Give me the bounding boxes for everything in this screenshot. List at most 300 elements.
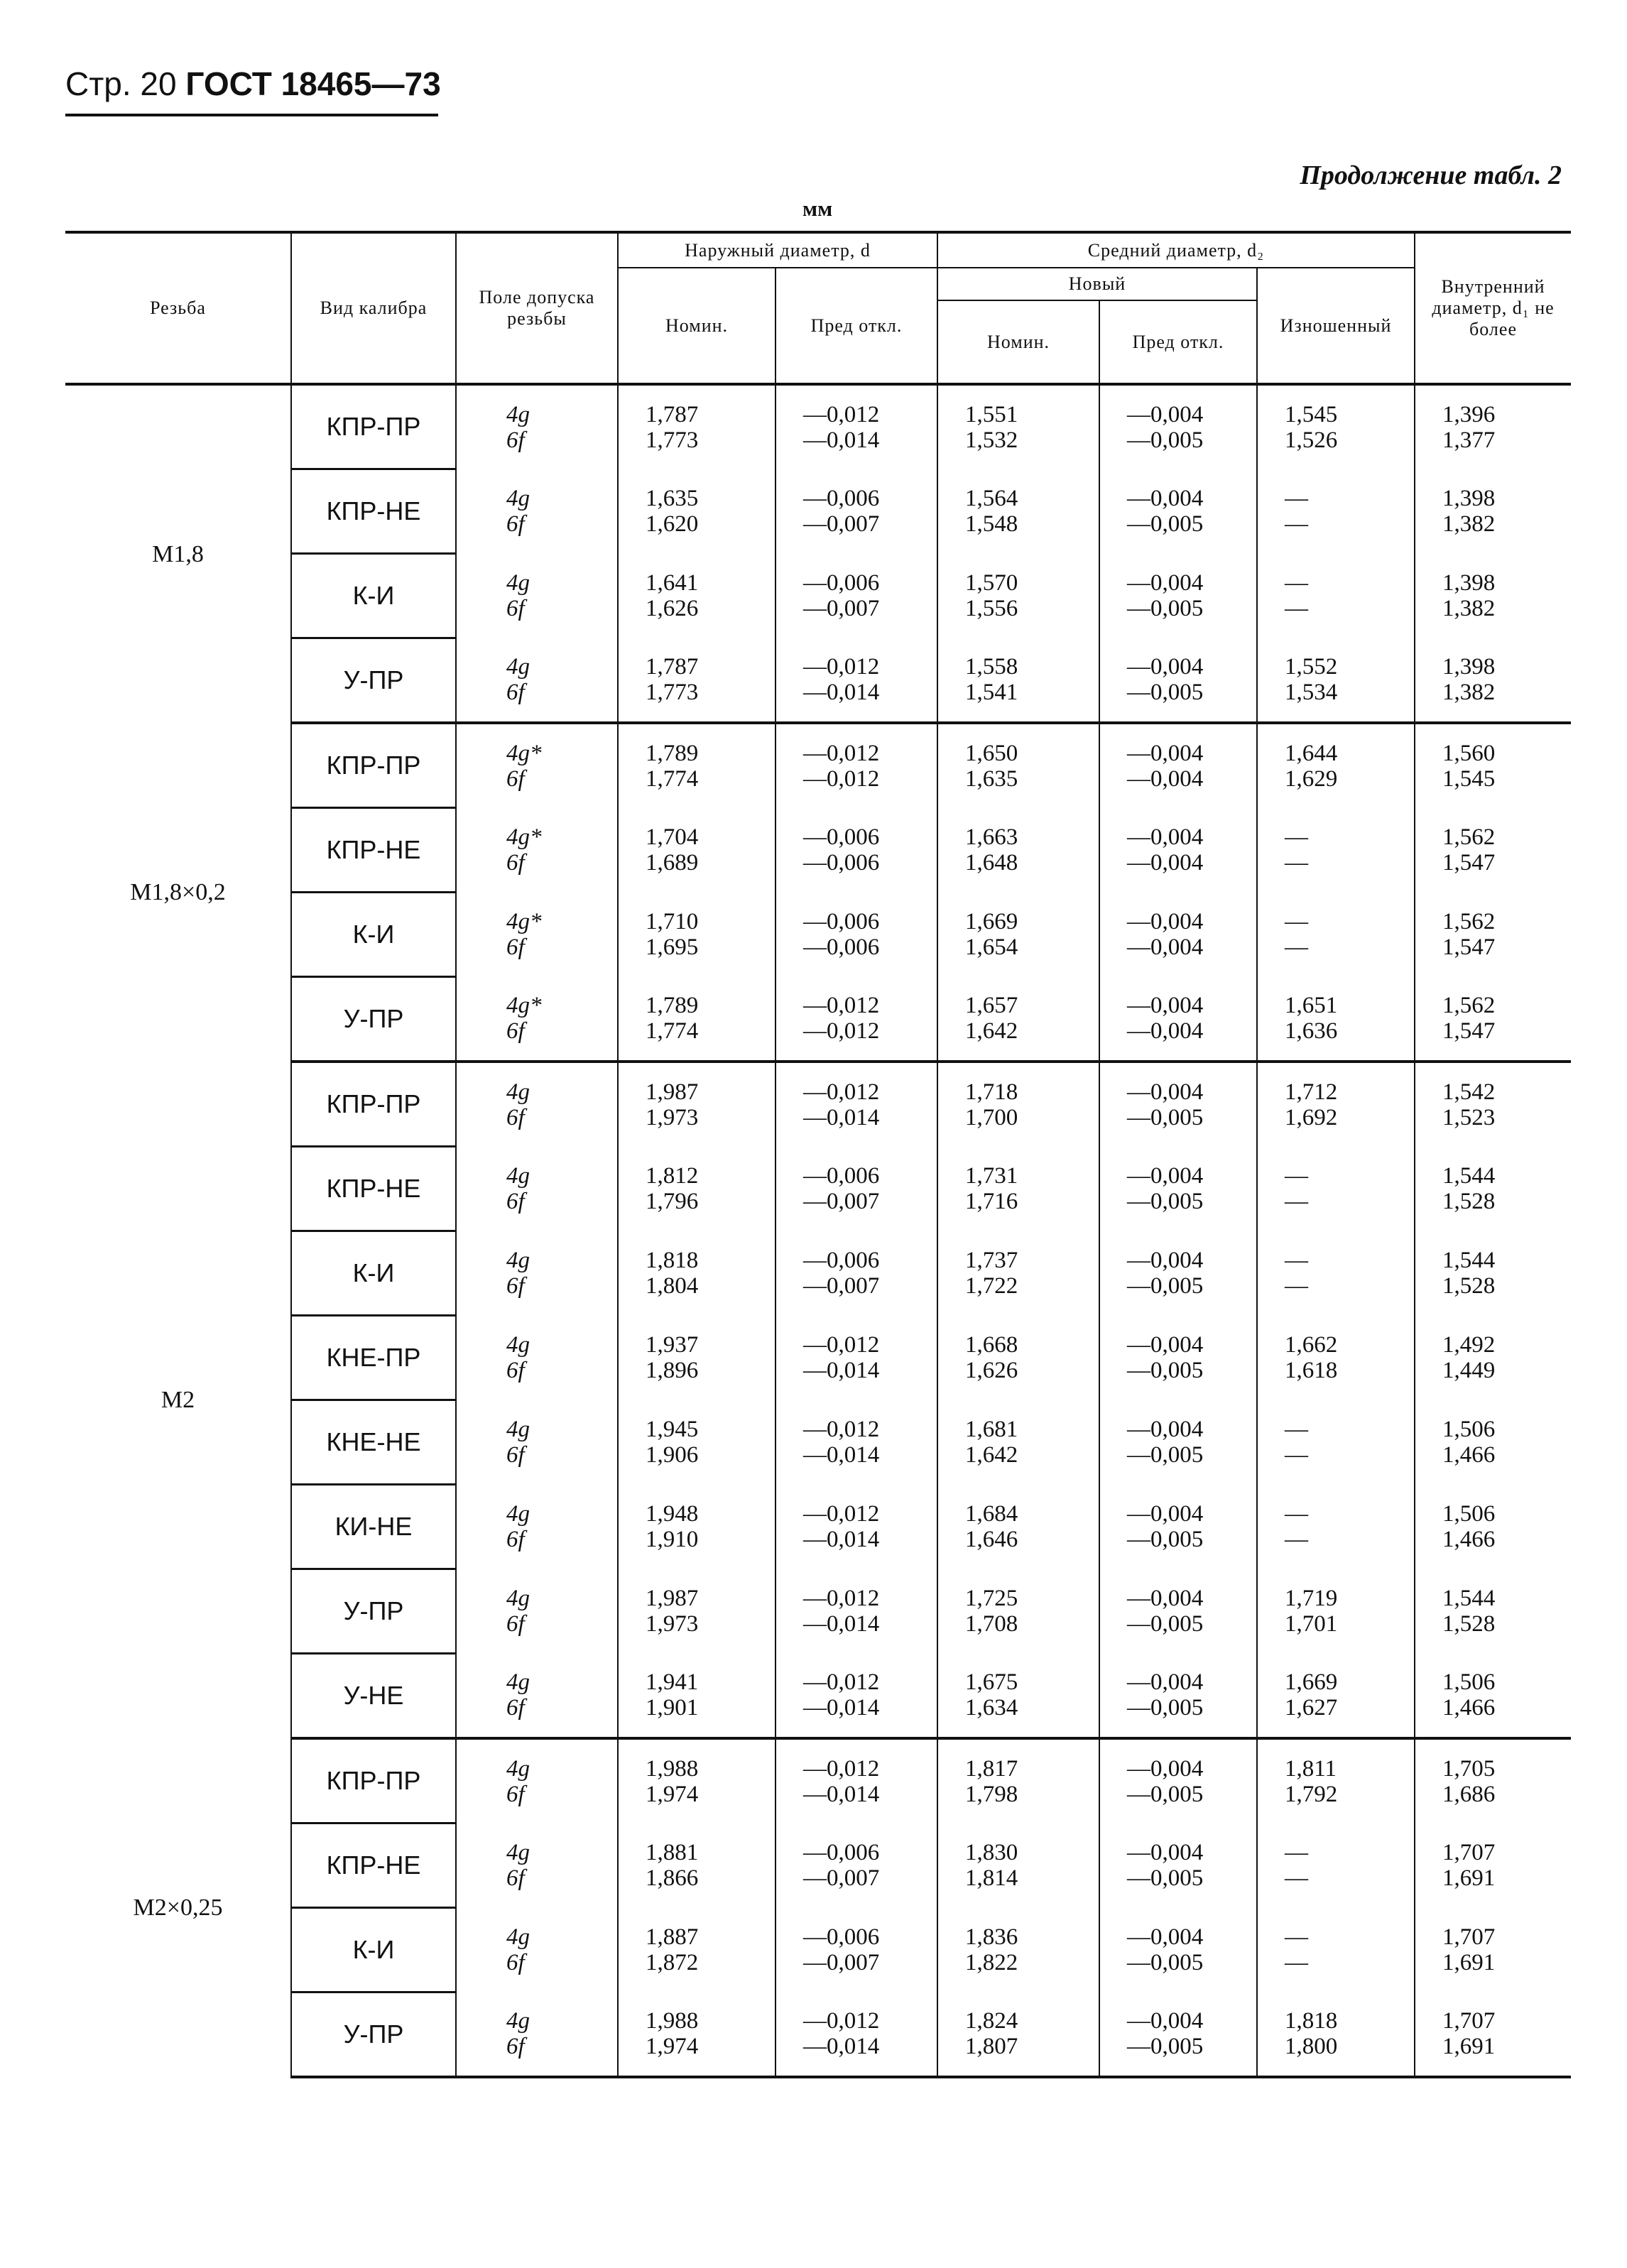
worn-value: —: [1285, 1248, 1308, 1273]
tolerance-field-value: 4g: [506, 1840, 530, 1865]
outer-deviation-value: —0,014: [803, 680, 880, 706]
worn-value: —: [1285, 511, 1308, 537]
tolerance-field-value: 4g: [506, 1079, 530, 1105]
tolerance-field-value-cell: [456, 554, 618, 638]
col-header-pitch-deviation: Пред откл.: [1099, 300, 1257, 384]
pitch-nominal-value: 1,648: [965, 850, 1018, 876]
inner-diameter-value-cell: [1415, 554, 1571, 638]
gauge-type: У-НЕ: [291, 1654, 456, 1739]
pitch-deviation-value: —0,004: [1127, 2008, 1204, 2034]
tolerance-field-value: 6f: [506, 765, 525, 792]
pitch-deviation-value: —0,004: [1127, 824, 1204, 850]
pitch-deviation-value-cell: [1099, 1738, 1257, 1823]
outer-deviation-value-cell: [776, 1147, 937, 1231]
worn-value-cell: [1257, 723, 1415, 808]
outer-nominal-value: 1,620: [646, 511, 699, 537]
pitch-nominal-value: 1,675: [965, 1669, 1018, 1696]
inner-diameter-value: 1,466: [1442, 1527, 1496, 1552]
outer-nominal-value: 1,804: [646, 1273, 699, 1299]
table-row: [65, 977, 1571, 1062]
table-row: [65, 1569, 1571, 1654]
pitch-deviation-value: —0,004: [1127, 1924, 1204, 1950]
worn-value: 1,719: [1285, 1586, 1338, 1611]
pitch-deviation-value: —0,004: [1127, 570, 1204, 596]
inner-diameter-value: 1,528: [1442, 1273, 1496, 1299]
worn-value: 1,662: [1285, 1332, 1338, 1358]
tolerance-field-value: 4g: [506, 1501, 530, 1527]
outer-deviation-value: —0,014: [803, 1781, 880, 1807]
inner-diameter-value-cell: [1415, 893, 1571, 977]
tolerance-field-value: 6f: [506, 1018, 525, 1045]
inner-diameter-value: 1,705: [1442, 1755, 1496, 1782]
inner-diameter-value-cell: [1415, 977, 1571, 1062]
pitch-deviation-value-cell: [1099, 554, 1257, 638]
table-row: [65, 1738, 1571, 1823]
outer-deviation-value: —0,007: [803, 1950, 880, 1975]
outer-deviation-value-cell: [776, 469, 937, 554]
outer-deviation-value: —0,012: [803, 401, 880, 427]
inner-diameter-value-cell: [1415, 1062, 1571, 1147]
pitch-deviation-value: —0,004: [1127, 1018, 1204, 1045]
outer-nominal-value-cell: [618, 638, 776, 724]
outer-deviation-value: —0,006: [803, 1163, 880, 1189]
thread-designation: M1,8×0,2: [130, 878, 226, 905]
tolerance-field-value: 6f: [506, 850, 525, 876]
outer-deviation-value: —0,007: [803, 1865, 880, 1891]
worn-value-cell: [1257, 1569, 1415, 1654]
pitch-deviation-value: —0,004: [1127, 1417, 1204, 1442]
gauge-type: КИ-НЕ: [291, 1485, 456, 1569]
outer-deviation-value: —0,014: [803, 1104, 880, 1130]
pitch-nominal-value: 1,722: [965, 1273, 1018, 1299]
pitch-deviation-value: —0,005: [1127, 1442, 1204, 1468]
page-header: [65, 62, 441, 116]
outer-deviation-value: —0,012: [803, 1332, 880, 1358]
pitch-deviation-value-cell: [1099, 723, 1257, 808]
outer-deviation-value: —0,012: [803, 1018, 880, 1045]
col-header-tolerance-field: Поле допуска резьбы: [456, 232, 618, 384]
table-row: [65, 554, 1571, 638]
outer-deviation-value: —0,006: [803, 1840, 880, 1865]
inner-diameter-value: 1,398: [1442, 654, 1496, 680]
worn-value: —: [1285, 1924, 1308, 1950]
pitch-deviation-value: —0,005: [1127, 427, 1204, 453]
pitch-deviation-value: —0,005: [1127, 1781, 1204, 1807]
pitch-nominal-value-cell: [937, 1654, 1099, 1739]
pitch-nominal-value: 1,668: [965, 1332, 1018, 1358]
worn-value: —: [1285, 934, 1308, 960]
tolerance-field-value-cell: [456, 1738, 618, 1823]
table-continuation-label: Продолжение табл. 2: [1300, 160, 1562, 190]
table-row: [65, 808, 1571, 893]
pitch-deviation-value-cell: [1099, 1908, 1257, 1992]
tolerance-field-value-cell: [456, 1823, 618, 1908]
tolerance-field-value: 4g: [506, 654, 530, 680]
outer-nominal-value-cell: [618, 1485, 776, 1569]
pitch-nominal-value: 1,817: [965, 1755, 1018, 1782]
pitch-nominal-value: 1,798: [965, 1781, 1018, 1807]
tolerance-field-value-cell: [456, 384, 618, 469]
outer-deviation-value: —0,014: [803, 1442, 880, 1468]
worn-value: —: [1285, 1527, 1308, 1552]
gauge-type: КНЕ-НЕ: [291, 1400, 456, 1485]
pitch-deviation-value: —0,005: [1127, 1104, 1204, 1130]
pitch-nominal-value: 1,657: [965, 993, 1018, 1019]
inner-diameter-value: 1,544: [1442, 1163, 1496, 1189]
pitch-deviation-value: —0,004: [1127, 934, 1204, 960]
inner-diameter-value: 1,396: [1442, 401, 1496, 427]
outer-nominal-value-cell: [618, 977, 776, 1062]
tolerance-field-value: 6f: [506, 934, 525, 960]
gauge-type: У-ПР: [291, 1569, 456, 1654]
worn-value-cell: [1257, 638, 1415, 724]
tolerance-field-value-cell: [456, 469, 618, 554]
outer-deviation-value-cell: [776, 384, 937, 469]
inner-diameter-value: 1,691: [1442, 2034, 1496, 2060]
pitch-deviation-value: —0,004: [1127, 993, 1204, 1019]
inner-diameter-value-cell: [1415, 1823, 1571, 1908]
pitch-deviation-value-cell: [1099, 1231, 1257, 1316]
outer-deviation-value: —0,012: [803, 2008, 880, 2034]
outer-nominal-value: 1,973: [646, 1611, 699, 1637]
worn-value: —: [1285, 1163, 1308, 1189]
worn-value: —: [1285, 1273, 1308, 1299]
pitch-nominal-value: 1,708: [965, 1611, 1018, 1637]
pitch-nominal-value-cell: [937, 1062, 1099, 1147]
tolerance-field-value: 4g: [506, 1163, 530, 1189]
inner-diameter-value-cell: [1415, 1654, 1571, 1739]
worn-value: 1,651: [1285, 993, 1338, 1019]
pitch-deviation-value: —0,004: [1127, 1669, 1204, 1696]
worn-value-cell: [1257, 1062, 1415, 1147]
table-row: [65, 1823, 1571, 1908]
pitch-deviation-value-cell: [1099, 1654, 1257, 1739]
tolerance-field-value: 6f: [506, 1104, 525, 1130]
outer-nominal-value-cell: [618, 1654, 776, 1739]
tolerance-field-value: 4g*: [506, 824, 542, 850]
tolerance-field-value: 6f: [506, 1358, 525, 1383]
pitch-nominal-value-cell: [937, 1316, 1099, 1400]
tolerance-field-value: 4g: [506, 1417, 530, 1442]
outer-nominal-value: 1,896: [646, 1358, 699, 1383]
table-row: [65, 1400, 1571, 1485]
worn-value-cell: [1257, 1231, 1415, 1316]
outer-nominal-value: 1,901: [646, 1695, 699, 1721]
tolerance-field-value-cell: [456, 723, 618, 808]
pitch-nominal-value-cell: [937, 1738, 1099, 1823]
inner-diameter-value-cell: [1415, 1400, 1571, 1485]
gauge-type: КНЕ-ПР: [291, 1316, 456, 1400]
pitch-nominal-value: 1,807: [965, 2034, 1018, 2060]
inner-diameter-value: 1,547: [1442, 850, 1496, 876]
tolerance-field-value: 6f: [506, 1611, 525, 1637]
pitch-nominal-value-cell: [937, 1400, 1099, 1485]
outer-nominal-value: 1,812: [646, 1163, 699, 1189]
pitch-deviation-value: —0,004: [1127, 1586, 1204, 1611]
pitch-nominal-value-cell: [937, 1147, 1099, 1231]
pitch-deviation-value-cell: [1099, 977, 1257, 1062]
outer-nominal-value-cell: [618, 893, 776, 977]
table-row: [65, 723, 1571, 808]
pitch-deviation-value-cell: [1099, 1316, 1257, 1400]
tolerance-field-value-cell: [456, 638, 618, 724]
outer-deviation-value: —0,006: [803, 934, 880, 960]
col-header-pitch-diameter: Средний диаметр, d₂: [937, 232, 1415, 268]
pitch-nominal-value: 1,541: [965, 680, 1018, 706]
pitch-nominal-value: 1,737: [965, 1248, 1018, 1273]
outer-nominal-value-cell: [618, 1823, 776, 1908]
outer-deviation-value: —0,006: [803, 850, 880, 876]
gauge-type: К-И: [291, 1908, 456, 1992]
outer-nominal-value-cell: [618, 1738, 776, 1823]
outer-deviation-value: —0,012: [803, 765, 880, 792]
outer-nominal-value-cell: [618, 469, 776, 554]
outer-nominal-value: 1,774: [646, 765, 699, 792]
tolerance-field-value: 6f: [506, 596, 525, 621]
pitch-deviation-value: —0,005: [1127, 1273, 1204, 1299]
pitch-nominal-value: 1,725: [965, 1586, 1018, 1611]
worn-value: 1,545: [1285, 401, 1338, 427]
pitch-deviation-value-cell: [1099, 469, 1257, 554]
outer-nominal-value-cell: [618, 1569, 776, 1654]
pitch-nominal-value: 1,548: [965, 511, 1018, 537]
thread-designation: M2×0,25: [133, 1894, 223, 1921]
outer-deviation-value-cell: [776, 554, 937, 638]
outer-deviation-value-cell: [776, 1654, 937, 1739]
inner-diameter-value: 1,542: [1442, 1079, 1496, 1105]
outer-deviation-value-cell: [776, 1485, 937, 1569]
outer-deviation-value: —0,007: [803, 1189, 880, 1214]
pitch-deviation-value: —0,004: [1127, 1332, 1204, 1358]
outer-nominal-value: 1,988: [646, 1755, 699, 1782]
outer-deviation-value: —0,014: [803, 1527, 880, 1552]
pitch-deviation-value: —0,005: [1127, 2034, 1204, 2060]
inner-diameter-value: 1,707: [1442, 1840, 1496, 1865]
pitch-nominal-value: 1,551: [965, 401, 1018, 427]
col-header-outer-nominal: Номин.: [618, 268, 776, 384]
inner-diameter-value-cell: [1415, 723, 1571, 808]
worn-value: 1,552: [1285, 654, 1338, 680]
outer-deviation-value: —0,012: [803, 740, 880, 766]
tolerance-field-value: 6f: [506, 1781, 525, 1807]
inner-diameter-value: 1,562: [1442, 824, 1496, 850]
worn-value: 1,811: [1285, 1755, 1337, 1782]
pitch-deviation-value-cell: [1099, 1823, 1257, 1908]
tolerance-field-value-cell: [456, 1231, 618, 1316]
pitch-deviation-value: —0,004: [1127, 850, 1204, 876]
outer-nominal-value: 1,796: [646, 1189, 699, 1214]
worn-value-cell: [1257, 977, 1415, 1062]
outer-nominal-value: 1,789: [646, 740, 699, 766]
outer-nominal-value: 1,910: [646, 1527, 699, 1552]
outer-deviation-value-cell: [776, 808, 937, 893]
outer-deviation-value-cell: [776, 1231, 937, 1316]
pitch-deviation-value: —0,005: [1127, 1695, 1204, 1721]
tolerance-field-value-cell: [456, 1485, 618, 1569]
outer-deviation-value: —0,014: [803, 1695, 880, 1721]
worn-value-cell: [1257, 1316, 1415, 1400]
tolerance-field-value: 6f: [506, 2034, 525, 2060]
table-row: [65, 1908, 1571, 1992]
outer-nominal-value: 1,941: [646, 1669, 699, 1696]
gauge-type: К-И: [291, 554, 456, 638]
outer-deviation-value: —0,012: [803, 993, 880, 1019]
outer-nominal-value: 1,906: [646, 1442, 699, 1468]
pitch-nominal-value: 1,532: [965, 427, 1018, 453]
outer-nominal-value: 1,635: [646, 486, 699, 511]
outer-deviation-value-cell: [776, 638, 937, 724]
gauge-dimensions-table: [65, 231, 1571, 2078]
table-row: [65, 1485, 1571, 1569]
outer-deviation-value-cell: [776, 1400, 937, 1485]
pitch-deviation-value: —0,004: [1127, 909, 1204, 934]
pitch-nominal-value-cell: [937, 1992, 1099, 2078]
worn-value: 1,629: [1285, 765, 1338, 792]
table-row: [65, 1992, 1571, 2078]
outer-deviation-value-cell: [776, 1908, 937, 1992]
pitch-deviation-value-cell: [1099, 808, 1257, 893]
outer-deviation-value: —0,012: [803, 1079, 880, 1105]
tolerance-field-value: 6f: [506, 1695, 525, 1721]
pitch-nominal-value-cell: [937, 638, 1099, 724]
table-row: [65, 1062, 1571, 1147]
outer-nominal-value: 1,773: [646, 680, 699, 706]
worn-value-cell: [1257, 1992, 1415, 2078]
gauge-type: КПР-НЕ: [291, 1823, 456, 1908]
outer-deviation-value-cell: [776, 1062, 937, 1147]
worn-value: 1,818: [1285, 2008, 1338, 2034]
gauge-type: К-И: [291, 893, 456, 977]
pitch-deviation-value: —0,004: [1127, 1840, 1204, 1865]
outer-nominal-value-cell: [618, 1147, 776, 1231]
worn-value: —: [1285, 570, 1308, 596]
pitch-nominal-value: 1,669: [965, 909, 1018, 934]
outer-nominal-value: 1,818: [646, 1248, 699, 1273]
outer-nominal-value: 1,695: [646, 934, 699, 960]
outer-deviation-value: —0,006: [803, 486, 880, 511]
worn-value: 1,692: [1285, 1104, 1338, 1130]
gauge-type: КПР-НЕ: [291, 469, 456, 554]
outer-nominal-value: 1,948: [646, 1501, 699, 1527]
worn-value: —: [1285, 1840, 1308, 1865]
outer-deviation-value: —0,012: [803, 1669, 880, 1696]
outer-deviation-value-cell: [776, 723, 937, 808]
outer-nominal-value-cell: [618, 1992, 776, 2078]
outer-deviation-value-cell: [776, 1738, 937, 1823]
inner-diameter-value-cell: [1415, 1992, 1571, 2078]
inner-diameter-value: 1,523: [1442, 1104, 1496, 1130]
inner-diameter-value: 1,466: [1442, 1442, 1496, 1468]
inner-diameter-value: 1,528: [1442, 1189, 1496, 1214]
tolerance-field-value: 6f: [506, 511, 525, 537]
pitch-nominal-value: 1,654: [965, 934, 1018, 960]
tolerance-field-value: 6f: [506, 1865, 525, 1891]
pitch-deviation-value-cell: [1099, 893, 1257, 977]
pitch-deviation-value: —0,004: [1127, 654, 1204, 680]
gauge-type: У-ПР: [291, 1992, 456, 2078]
worn-value: —: [1285, 1442, 1308, 1468]
outer-deviation-value: —0,007: [803, 596, 880, 621]
outer-deviation-value: —0,014: [803, 1358, 880, 1383]
pitch-nominal-value-cell: [937, 1231, 1099, 1316]
table-row: [65, 638, 1571, 724]
tolerance-field-value: 6f: [506, 1950, 525, 1975]
worn-value: 1,792: [1285, 1781, 1338, 1807]
pitch-deviation-value-cell: [1099, 1147, 1257, 1231]
worn-value: —: [1285, 824, 1308, 850]
tolerance-field-value: 4g: [506, 1924, 530, 1950]
pitch-deviation-value: —0,005: [1127, 1527, 1204, 1552]
outer-nominal-value: 1,973: [646, 1104, 699, 1130]
outer-deviation-value-cell: [776, 1569, 937, 1654]
worn-value: 1,712: [1285, 1079, 1338, 1105]
outer-deviation-value: —0,014: [803, 427, 880, 453]
pitch-nominal-value: 1,635: [965, 765, 1018, 792]
pitch-nominal-value-cell: [937, 469, 1099, 554]
gauge-type: К-И: [291, 1231, 456, 1316]
worn-value-cell: [1257, 808, 1415, 893]
worn-value: 1,526: [1285, 427, 1338, 453]
tolerance-field-value: 6f: [506, 427, 525, 453]
inner-diameter-value: 1,506: [1442, 1669, 1496, 1696]
pitch-nominal-value: 1,814: [965, 1865, 1018, 1891]
worn-value: 1,636: [1285, 1018, 1338, 1045]
table-row: [65, 1316, 1571, 1400]
col-header-outer-diameter: Наружный диаметр, d: [618, 232, 937, 268]
tolerance-field-value-cell: [456, 1908, 618, 1992]
pitch-nominal-value-cell: [937, 1485, 1099, 1569]
outer-nominal-value: 1,988: [646, 2008, 699, 2034]
inner-diameter-value: 1,382: [1442, 511, 1496, 537]
pitch-deviation-value: —0,004: [1127, 740, 1204, 766]
outer-deviation-value: —0,014: [803, 1611, 880, 1637]
worn-value: —: [1285, 850, 1308, 876]
inner-diameter-value-cell: [1415, 469, 1571, 554]
table-row: [65, 1654, 1571, 1739]
worn-value: 1,534: [1285, 680, 1338, 706]
inner-diameter-value: 1,398: [1442, 486, 1496, 511]
outer-nominal-value-cell: [618, 808, 776, 893]
inner-diameter-value: 1,547: [1442, 934, 1496, 960]
outer-deviation-value-cell: [776, 1992, 937, 2078]
outer-deviation-value: —0,007: [803, 1273, 880, 1299]
col-header-thread: Резьба: [65, 232, 291, 384]
inner-diameter-value-cell: [1415, 1569, 1571, 1654]
pitch-deviation-value: —0,004: [1127, 765, 1204, 792]
outer-nominal-value: 1,987: [646, 1586, 699, 1611]
pitch-nominal-value-cell: [937, 1908, 1099, 1992]
table-row: [65, 469, 1571, 554]
outer-nominal-value-cell: [618, 384, 776, 469]
inner-diameter-value-cell: [1415, 384, 1571, 469]
outer-deviation-value: —0,006: [803, 1248, 880, 1273]
inner-diameter-value: 1,562: [1442, 909, 1496, 934]
worn-value-cell: [1257, 1823, 1415, 1908]
pitch-deviation-value: —0,005: [1127, 1611, 1204, 1637]
outer-deviation-value: —0,006: [803, 824, 880, 850]
pitch-nominal-value: 1,681: [965, 1417, 1018, 1442]
outer-deviation-value: —0,012: [803, 654, 880, 680]
pitch-deviation-value-cell: [1099, 1485, 1257, 1569]
inner-diameter-value-cell: [1415, 638, 1571, 724]
tolerance-field-value: 4g: [506, 570, 530, 596]
inner-diameter-value: 1,544: [1442, 1586, 1496, 1611]
worn-value-cell: [1257, 469, 1415, 554]
gauge-type: У-ПР: [291, 977, 456, 1062]
pitch-nominal-value: 1,646: [965, 1527, 1018, 1552]
worn-value: —: [1285, 1865, 1308, 1891]
inner-diameter-value-cell: [1415, 1738, 1571, 1823]
